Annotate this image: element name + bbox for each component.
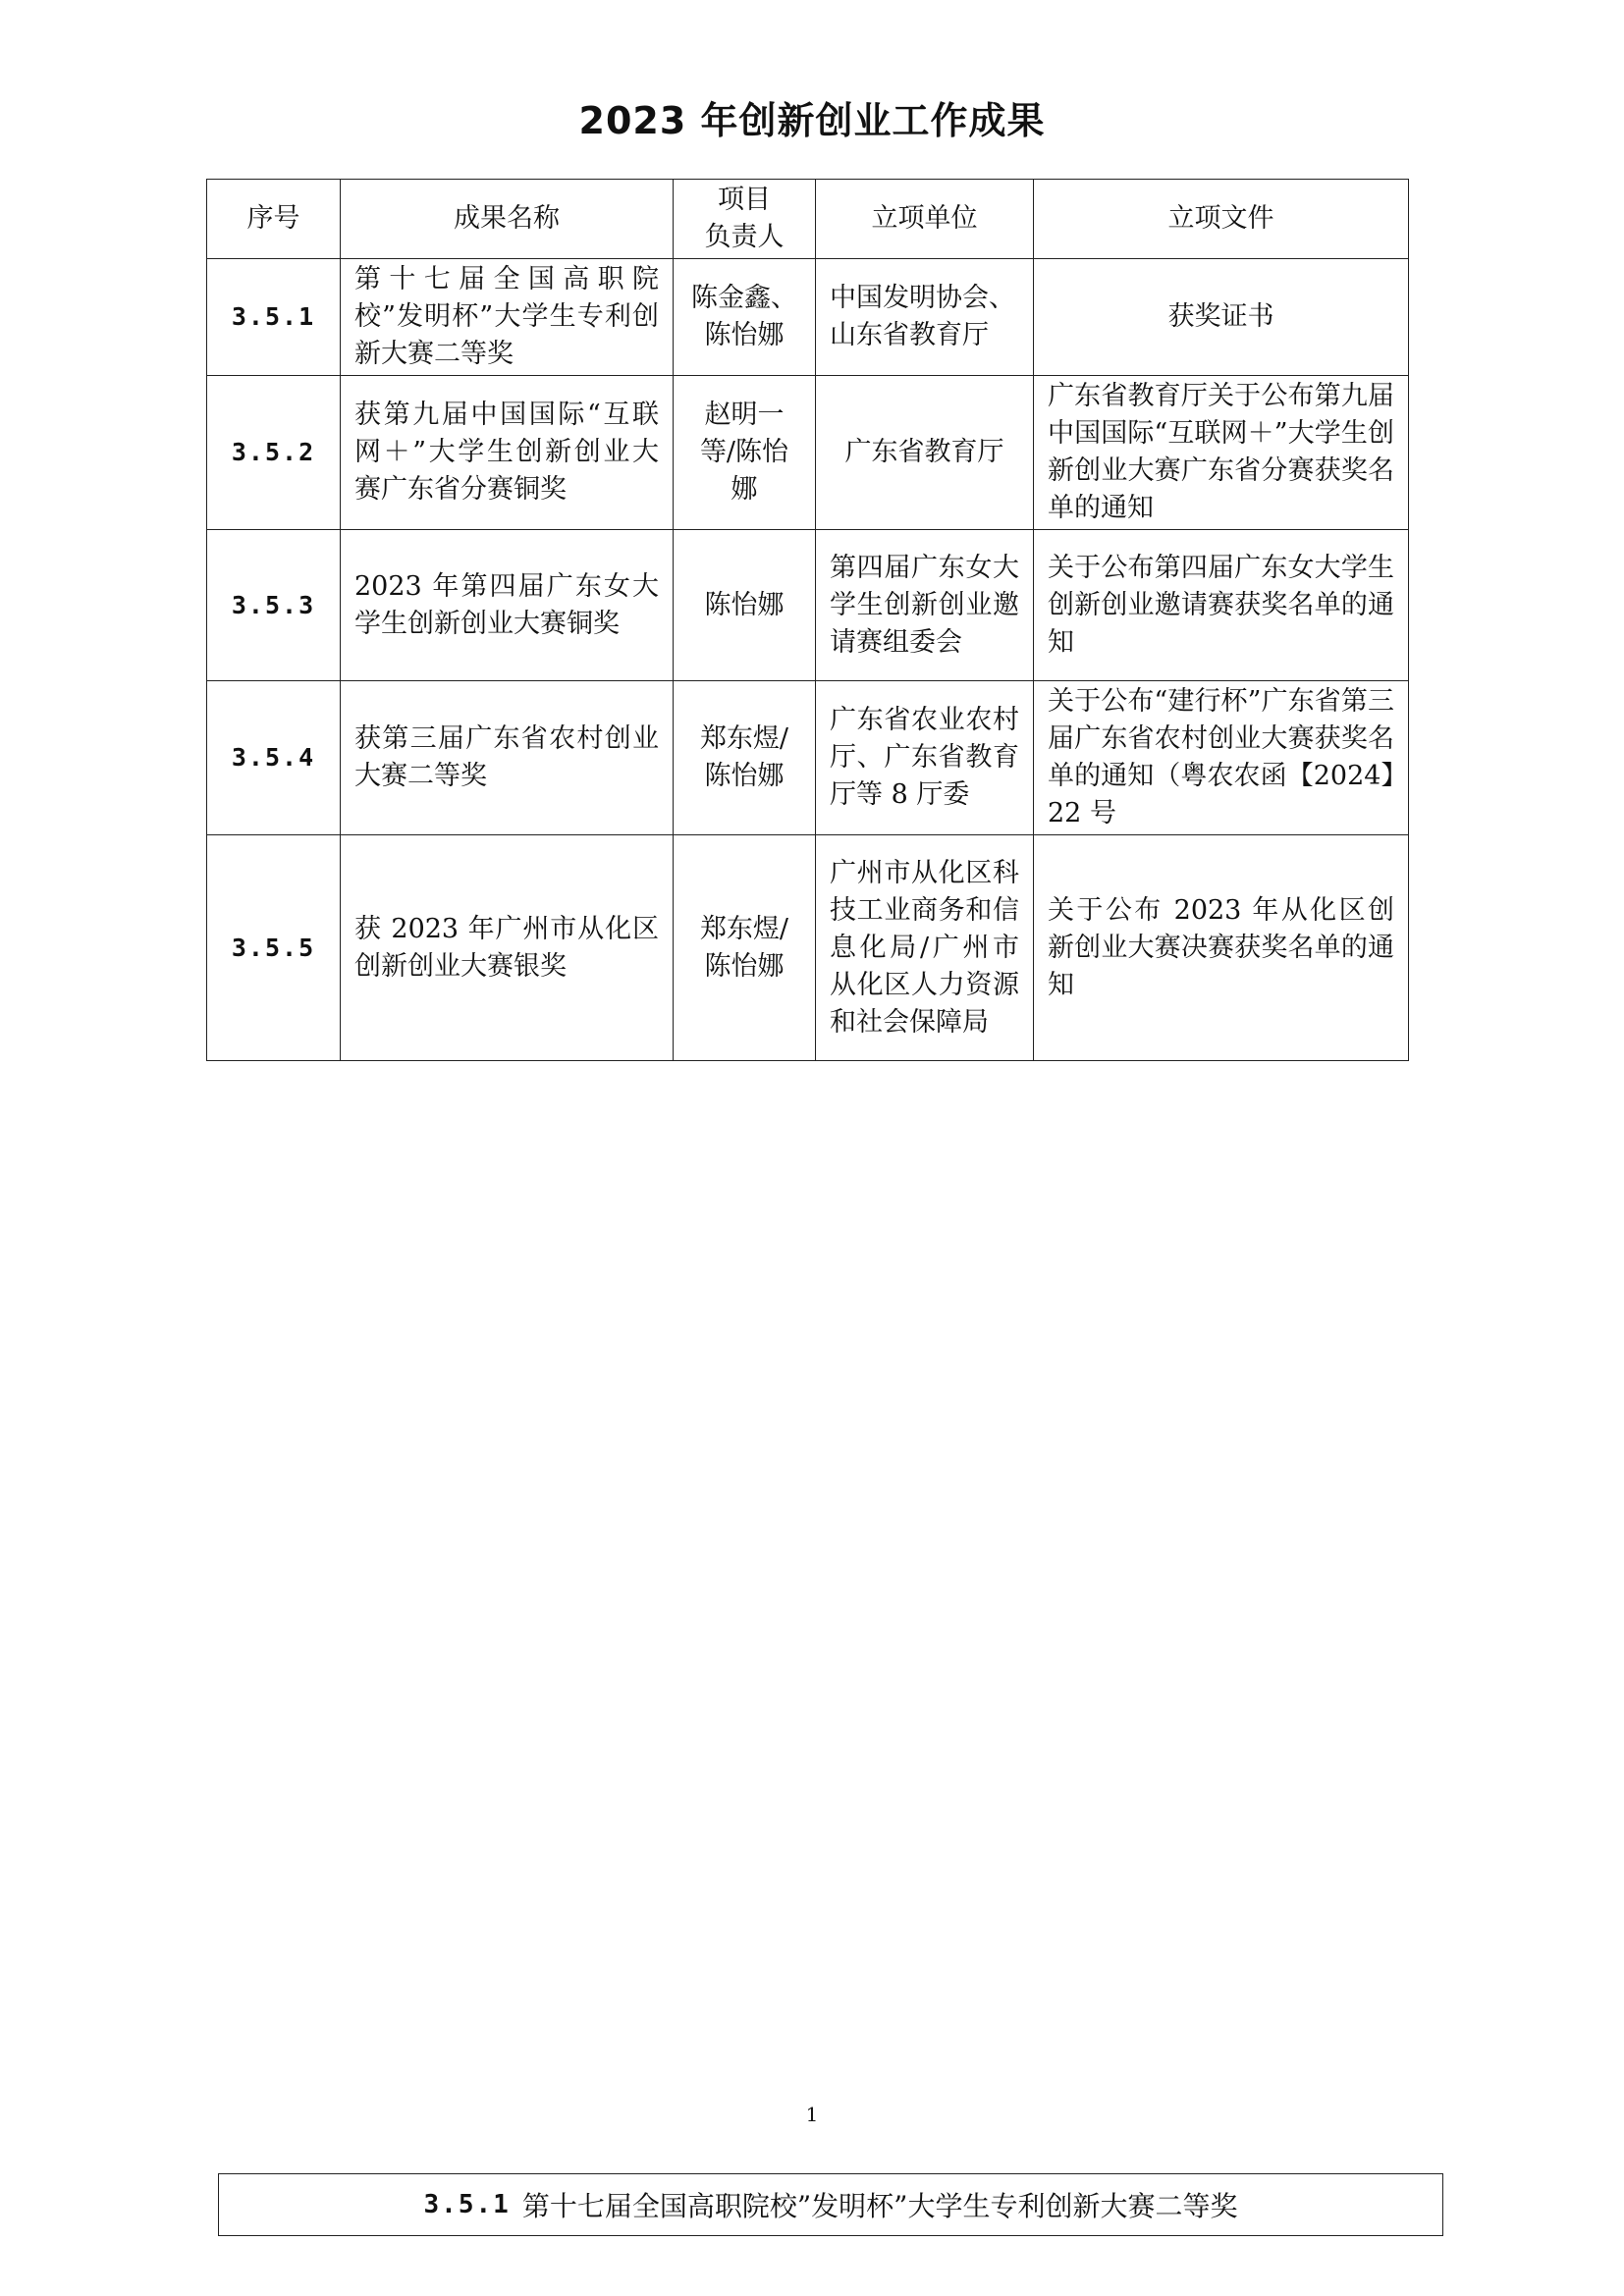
table-row bbox=[207, 835, 1409, 1061]
header-unit: 立项单位 bbox=[816, 180, 1034, 259]
row-name: 获第九届中国国际“互联网＋”大学生创新创业大赛广东省分赛铜奖 bbox=[341, 376, 674, 530]
row-index: 3.5.4 bbox=[207, 681, 341, 835]
row-leader: 陈怡娜 bbox=[674, 530, 816, 681]
row-index: 3.5.5 bbox=[207, 835, 341, 1061]
row-document: 关于公布 2023 年从化区创新创业大赛决赛获奖名单的通知 bbox=[1034, 835, 1409, 1061]
header-document: 立项文件 bbox=[1034, 180, 1409, 259]
row-leader: 陈金鑫、陈怡娜 bbox=[674, 259, 816, 376]
table-row bbox=[207, 681, 1409, 835]
table-header-row bbox=[207, 180, 1409, 259]
page-number: 1 bbox=[805, 2103, 819, 2126]
row-name: 2023 年第四届广东女大学生创新创业大赛铜奖 bbox=[341, 530, 674, 681]
row-unit: 广东省教育厅 bbox=[816, 376, 1034, 530]
header-name: 成果名称 bbox=[341, 180, 674, 259]
header-leader-line1: 项目 bbox=[718, 185, 771, 215]
row-unit: 广州市从化区科技工业商务和信息化局/广州市从化区人力资源和社会保障局 bbox=[816, 835, 1034, 1061]
row-document: 关于公布“建行杯”广东省第三届广东省农村创业大赛获奖名单的通知（粤农农函【2024】22 号 bbox=[1034, 681, 1409, 835]
page-title: 2023 年创新创业工作成果 bbox=[578, 99, 1046, 142]
results-table bbox=[206, 179, 1409, 1061]
row-document: 获奖证书 bbox=[1034, 259, 1409, 376]
row-index: 3.5.3 bbox=[207, 530, 341, 681]
row-unit: 第四届广东女大学生创新创业邀请赛组委会 bbox=[816, 530, 1034, 681]
row-document: 广东省教育厅关于公布第九届中国国际“互联网＋”大学生创新创业大赛广东省分赛获奖名单的通知 bbox=[1034, 376, 1409, 530]
header-leader-line2: 负责人 bbox=[704, 222, 785, 252]
table-row bbox=[207, 376, 1409, 530]
row-name: 获第三届广东省农村创业大赛二等奖 bbox=[341, 681, 674, 835]
table-row bbox=[207, 259, 1409, 376]
row-name: 第十七届全国高职院校”发明杯”大学生专利创新大赛二等奖 bbox=[341, 259, 674, 376]
caption-index: 3.5.1 bbox=[423, 2190, 511, 2219]
row-unit: 广东省农业农村厅、广东省教育厅等 8 厅委 bbox=[816, 681, 1034, 835]
row-unit: 中国发明协会、山东省教育厅 bbox=[816, 259, 1034, 376]
row-leader: 郑东煜/陈怡娜 bbox=[674, 835, 816, 1061]
row-document: 关于公布第四届广东女大学生创新创业邀请赛获奖名单的通知 bbox=[1034, 530, 1409, 681]
table-row bbox=[207, 530, 1409, 681]
row-index: 3.5.2 bbox=[207, 376, 341, 530]
caption-text: 第十七届全国高职院校”发明杯”大学生专利创新大赛二等奖 bbox=[521, 2190, 1238, 2222]
row-name: 获 2023 年广州市从化区创新创业大赛银奖 bbox=[341, 835, 674, 1061]
header-index: 序号 bbox=[207, 180, 341, 259]
row-index: 3.5.1 bbox=[207, 259, 341, 376]
evidence-caption bbox=[218, 2173, 1443, 2236]
row-leader: 赵明一等/陈怡娜 bbox=[674, 376, 816, 530]
row-leader: 郑东煜/陈怡娜 bbox=[674, 681, 816, 835]
header-leader bbox=[674, 180, 816, 259]
